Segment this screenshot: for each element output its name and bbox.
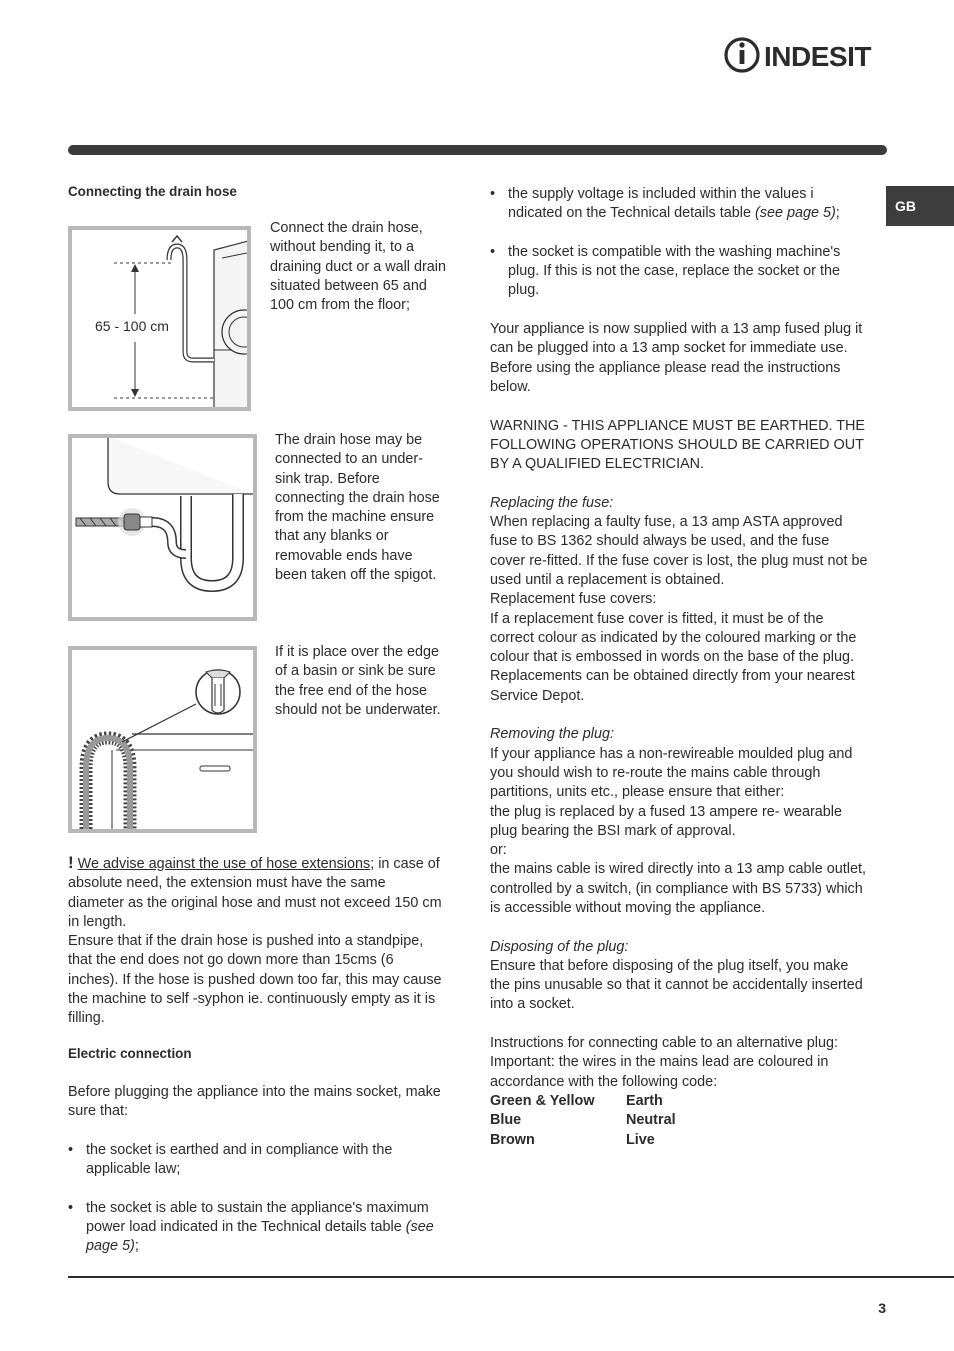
wire-colour: Brown [490, 1131, 535, 1148]
removing-plug-heading: Removing the plug: [490, 726, 614, 743]
earthing-warning: WARNING - THIS APPLIANCE MUST BE EARTHED. THE FOLLOWING OPERATIONS SHOULD BE CARRIED OUT BY A QUALIFIED ELECTRICIAN. [490, 417, 866, 473]
removing-or: or: [490, 842, 507, 859]
page-number: 3 [878, 1300, 886, 1316]
list-item: • the supply voltage is included within the values i ndicated on the Technical details table (see page 5); [490, 185, 868, 224]
electric-checklist-left [68, 1141, 442, 1257]
language-tab: GB [886, 186, 954, 226]
replacing-fuse-text: When replacing a faulty fuse, a 13 amp ASTA approved fuse to BS 1362 should always be used, and the fuse cover re-fitted. If the fuse cover is lost, the plug must not be used until a replacement is obtained. [490, 514, 868, 588]
electric-intro: Before plugging the appliance into the mains socket, make sure that: [68, 1084, 441, 1120]
warning-underlined-text: We advise against the use of hose extensions [77, 856, 371, 872]
under-sink-instruction: The drain hose may be connected to an under-sink trap. Before connecting the drain hose from the machine ensure that any blanks or removable ends have been taken off the spigot. [275, 432, 440, 584]
replacing-fuse-heading: Replacing the fuse: [490, 494, 614, 511]
wire-meaning: Live [626, 1131, 655, 1148]
page-reference: (see page 5) [86, 1219, 434, 1255]
wire-colour: Green & Yellow [490, 1092, 595, 1109]
warning-rest-text: ; in case of absolute need, the extension must have the same diameter as the original hose and must not exceed 150 cm in length. [68, 856, 442, 930]
fuse-covers-text: If a replacement fuse cover is fitted, it must be of the correct colour as indicated by the coloured marking or the colour that is embossed in words on the base of the plug. Replacements can be obtained directly from your nearest Service Depot. [490, 610, 857, 704]
header-rule [68, 145, 887, 155]
basin-edge-figure [68, 646, 257, 833]
alternative-plug-line: Instructions for connecting cable to an alternative plug: [490, 1035, 838, 1052]
wire-meaning: Neutral [626, 1112, 676, 1129]
list-item: • the socket is compatible with the washing machine's plug. If this is not the case, replace the socket or the plug. [490, 243, 868, 301]
electric-connection-intro-block [68, 1083, 442, 1276]
under-sink-trap-figure [68, 434, 257, 621]
page-reference: (see page 5) [754, 205, 836, 222]
electric-checklist-right [490, 185, 868, 301]
removing-option-2: the mains cable is wired directly into a 13 amp cable outlet, controlled by a switch, (in compliance with BS 5733) which is accessible without moving the appliance. [490, 861, 866, 916]
wire-colour-note: Important: the wires in the mains lead are coloured in accordance with the following code: [490, 1054, 829, 1090]
brand-name: INDESIT [764, 41, 871, 72]
wall-drain-instruction: Connect the drain hose, without bending it, to a draining duct or a wall drain situated between 65 and 100 cm from the floor; [270, 220, 446, 314]
wire-colour-table [490, 1092, 676, 1151]
list-item: • the socket is able to sustain the appliance's maximum power load indicated in the Technical details table (see page 5); [68, 1199, 442, 1257]
list-item: • the socket is earthed and in compliance with the applicable law; [68, 1141, 442, 1180]
hose-extension-warning [68, 853, 442, 1029]
standpipe-note: Ensure that if the drain hose is pushed into a standpipe, that the end does not go down more than 15cms (6 inches). If the hose is pushed down too far, this may cause the machine to self -syphon ie. continuously empty as it is filling. [68, 933, 442, 1027]
wire-meaning: Earth [626, 1092, 663, 1109]
table-row [490, 1131, 676, 1151]
electric-connection-heading: Electric connection [68, 1046, 192, 1061]
wire-colour: Blue [490, 1112, 522, 1129]
height-range-label: 65 - 100 cm [95, 318, 169, 334]
fuse-covers-heading: Replacement fuse covers: [490, 591, 657, 608]
right-column [490, 185, 868, 1150]
warning-mark: ! [68, 853, 74, 872]
drain-hose-heading: Connecting the drain hose [68, 184, 237, 199]
plug-supplied-text: Your appliance is now supplied with a 13 amp fused plug it can be plugged into a 13 amp socket for immediate use. Before using the appliance please read the instructions below. [490, 321, 863, 395]
table-row [490, 1111, 676, 1131]
removing-plug-text: If your appliance has a non-rewireable moulded plug and you should wish to re-route the mains cable through partitions, units etc., please ensure that either: [490, 745, 853, 801]
disposing-plug-text: Ensure that before disposing of the plug itself, you make the pins unusable so that it cannot be accidentally inserted into a socket. [490, 957, 863, 1013]
table-row [490, 1092, 676, 1112]
disposing-plug-heading: Disposing of the plug: [490, 938, 629, 955]
basin-edge-instruction: If it is place over the edge of a basin or sink be sure the free end of the hose should not be underwater. [275, 644, 441, 718]
footer-rule [68, 1276, 954, 1278]
removing-option-1: the plug is replaced by a fused 13 ampere re- wearable plug bearing the BSI mark of approval. [490, 803, 842, 839]
brand-logo [724, 34, 888, 76]
